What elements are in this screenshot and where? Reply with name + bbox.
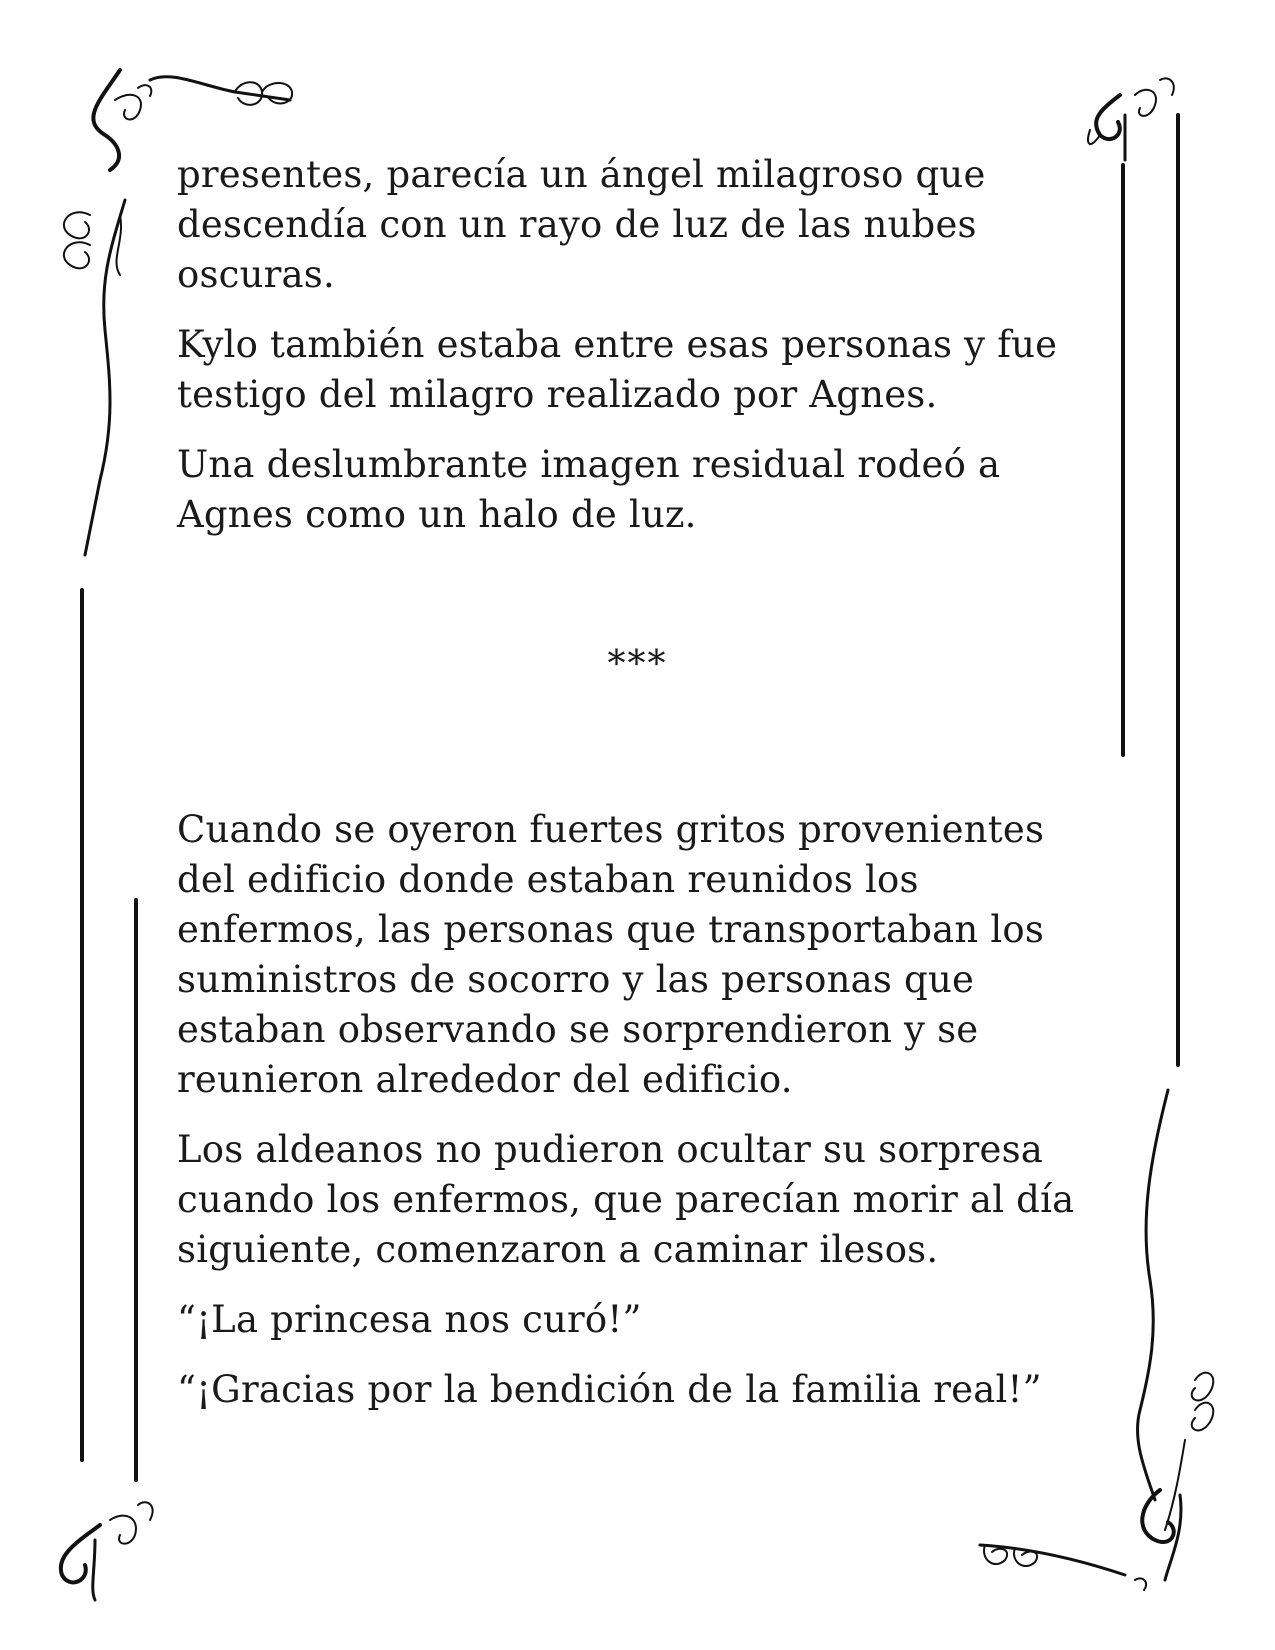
section-two — [177, 805, 1097, 1415]
dialogue-line: “¡La princesa nos curó!” — [177, 1298, 642, 1341]
section-one — [177, 150, 1097, 540]
paragraph: Una deslumbrante imagen residual rodeó a Agnes como un halo de luz. — [177, 443, 1001, 536]
paragraph: Kylo también estaba entre esas personas y fue testigo del milagro realizado por Agnes. — [177, 323, 1058, 416]
paragraph: Cuando se oyeron fuertes gritos provenientes del edificio donde estaban reunidos los enfermos, las personas que transportaban los suministros de socorro y las personas que estaban observando se sorprendieron y se reunieron alrededor del edificio. — [177, 808, 1045, 1101]
dialogue-line: “¡Gracias por la bendición de la familia real!” — [177, 1368, 1042, 1411]
paragraph: Los aldeanos no pudieron ocultar su sorpresa cuando los enfermos, que parecían morir al día siguiente, comenzaron a caminar ilesos. — [177, 1128, 1075, 1271]
flourish-ornament-icon — [1088, 78, 1174, 160]
scene-break: *** — [607, 644, 668, 685]
flourish-ornament-icon — [61, 1502, 153, 1600]
paragraph: presentes, parecía un ángel milagroso que descendía con un rayo de luz de las nubes oscuras. — [177, 153, 986, 296]
